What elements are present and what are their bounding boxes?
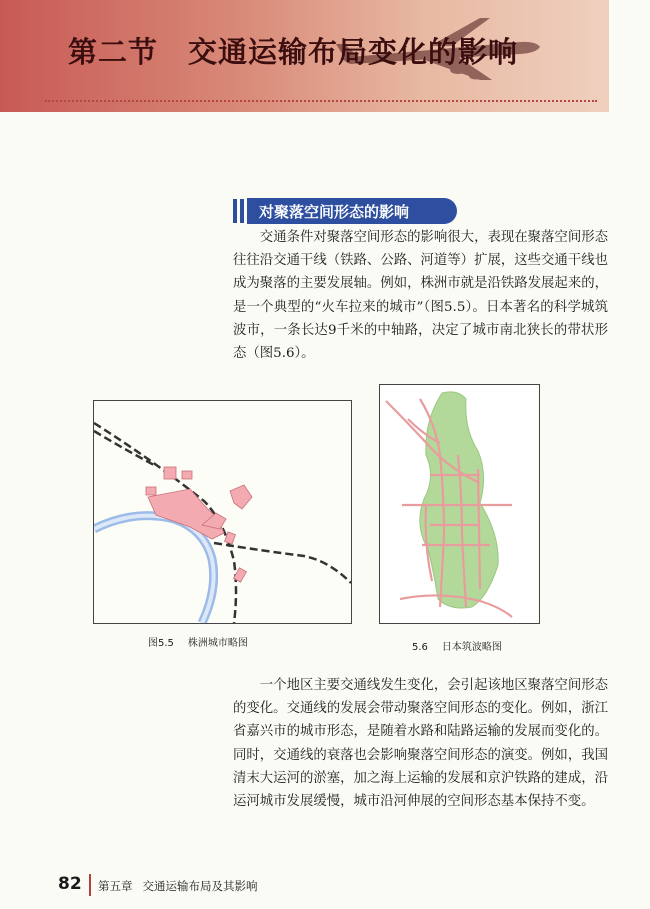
figure-number: 图5.5 <box>148 638 174 649</box>
footer-chapter <box>98 878 258 894</box>
figure-5-5-caption <box>148 634 248 649</box>
figure-tsukuba-map <box>379 384 540 624</box>
page-title: 第二节 交通运输布局变化的影响 <box>68 35 519 69</box>
figure-zhuzhou-map <box>93 400 352 624</box>
figure-5-6-caption <box>412 638 502 653</box>
paragraph-2: 一个地区主要交通线发生变化，会引起该地区聚落空间形态的变化。交通线的发展会带动聚落空间形态的变化。例如，浙江省嘉兴市的城市形态，是随着水路和陆路运输的发展而变化的。同时，交通线的衰落也会影响聚落空间形态的演变。例如，我国清末大运河的淤塞，加之海上运输的发展和京沪铁路的建成，沿运河城市发展缓慢，城市沿河伸展的空间形态基本保持不变。 <box>233 678 608 810</box>
figure-caption-text: 株洲城市略图 <box>187 638 248 649</box>
page-number: 82 <box>58 874 82 894</box>
footer-chapter-title: 交通运输布局及其影响 <box>142 879 258 893</box>
section-heading-label: 对聚落空间形态的影响 <box>259 203 410 221</box>
banner-dotted-rule <box>45 100 597 102</box>
figure-number: 5.6 <box>412 642 428 653</box>
paragraph-1: 交通条件对聚落空间形态的影响很大，表现在聚落空间形态往往沿交通干线（铁路、公路、河道等）扩展，这些交通干线也成为聚落的主要发展轴。例如，株洲市就是沿铁路发展起来的，是一个典型的“火车拉来的城市”（图5.5）。日本著名的科学城筑波市，一条长达9千米的中轴路，决定了城市南北狭长的带状形态（图5.6）。 <box>233 230 608 362</box>
footer-chapter-number: 第五章 <box>98 879 133 893</box>
figure-caption-text: 日本筑波略图 <box>441 642 502 653</box>
footer-divider <box>89 874 91 896</box>
